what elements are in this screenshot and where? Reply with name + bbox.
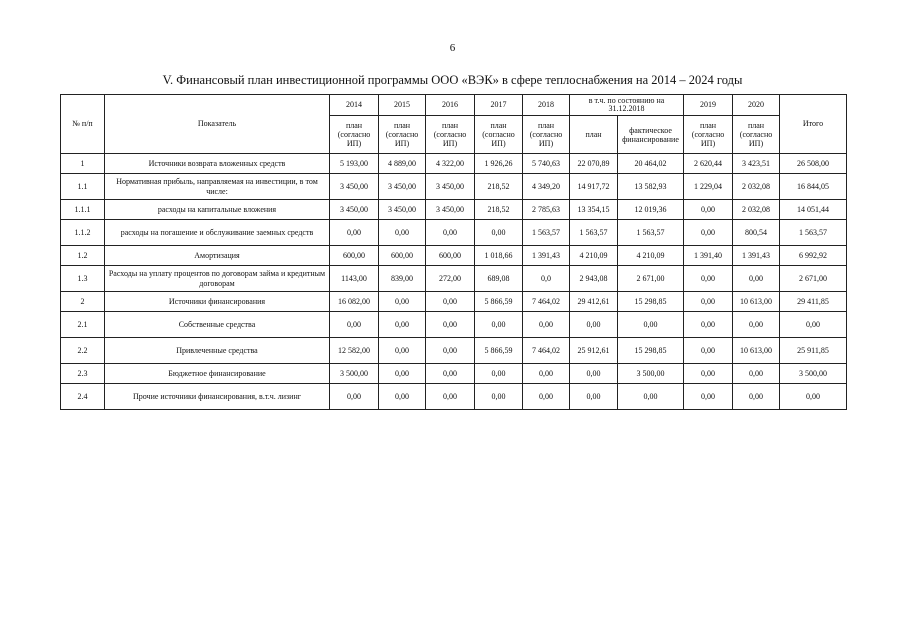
document-title: V. Финансовый план инвестиционной программы ООО «ВЭК» в сфере теплоснабжения на 2014 – 2024 годы [162, 73, 743, 87]
value-cell: 1 391,40 [684, 246, 733, 266]
value-cell: 0,00 [618, 384, 684, 410]
value-cell: 0,00 [379, 384, 426, 410]
header-plan-label: план (согласно ИП) [684, 116, 733, 154]
value-cell: 0,00 [426, 292, 475, 312]
header-plan-label: план (согласно ИП) [379, 116, 426, 154]
header-year: 2017 [475, 95, 523, 116]
value-cell: 2 032,08 [733, 174, 780, 200]
value-cell: 218,52 [475, 174, 523, 200]
value-cell: 3 450,00 [330, 200, 379, 220]
value-cell: 0,00 [780, 384, 847, 410]
indicator-cell: Амортизация [105, 246, 330, 266]
value-cell: 0,0 [523, 266, 570, 292]
value-cell: 2 620,44 [684, 154, 733, 174]
value-cell: 0,00 [684, 200, 733, 220]
value-cell: 1 018,66 [475, 246, 523, 266]
value-cell: 0,00 [733, 384, 780, 410]
value-cell: 1 563,57 [523, 220, 570, 246]
value-cell: 0,00 [523, 384, 570, 410]
value-cell: 2 671,00 [780, 266, 847, 292]
header-indicator: Показатель [105, 95, 330, 154]
value-cell: 1 563,57 [570, 220, 618, 246]
value-cell: 600,00 [379, 246, 426, 266]
value-cell: 10 613,00 [733, 338, 780, 364]
header-year: 2020 [733, 95, 780, 116]
value-cell: 1 563,57 [618, 220, 684, 246]
indicator-cell: расходы на погашение и обслуживание заемных средств [105, 220, 330, 246]
indicator-cell: Собственные средства [105, 312, 330, 338]
value-cell: 1 229,04 [684, 174, 733, 200]
row-number-cell: 2.3 [61, 364, 105, 384]
value-cell: 0,00 [684, 266, 733, 292]
value-cell: 4 889,00 [379, 154, 426, 174]
value-cell: 7 464,02 [523, 292, 570, 312]
financial-plan-table [60, 94, 847, 410]
value-cell: 0,00 [475, 220, 523, 246]
value-cell: 12 019,36 [618, 200, 684, 220]
value-cell: 25 912,61 [570, 338, 618, 364]
value-cell: 2 785,63 [523, 200, 570, 220]
value-cell: 3 450,00 [330, 174, 379, 200]
value-cell: 0,00 [570, 312, 618, 338]
value-cell: 0,00 [330, 220, 379, 246]
value-cell: 2 671,00 [618, 266, 684, 292]
value-cell: 600,00 [426, 246, 475, 266]
value-cell: 0,00 [379, 292, 426, 312]
value-cell: 3 500,00 [780, 364, 847, 384]
value-cell: 1 926,26 [475, 154, 523, 174]
value-cell: 0,00 [684, 364, 733, 384]
value-cell: 0,00 [733, 364, 780, 384]
value-cell: 0,00 [733, 312, 780, 338]
row-number-cell: 1.1.2 [61, 220, 105, 246]
row-number-cell: 1.2 [61, 246, 105, 266]
table-row [61, 174, 847, 200]
value-cell: 14 917,72 [570, 174, 618, 200]
value-cell: 0,00 [330, 312, 379, 338]
value-cell: 0,00 [379, 364, 426, 384]
value-cell: 0,00 [684, 292, 733, 312]
value-cell: 26 508,00 [780, 154, 847, 174]
header-plan-label: план (согласно ИП) [475, 116, 523, 154]
header-year: 2015 [379, 95, 426, 116]
value-cell: 0,00 [426, 312, 475, 338]
indicator-cell: Прочие источники финансирования, в.т.ч. лизинг [105, 384, 330, 410]
header-year: 2019 [684, 95, 733, 116]
header-status-plan: план [570, 116, 618, 154]
table-row [61, 200, 847, 220]
value-cell: 3 450,00 [379, 200, 426, 220]
value-cell: 800,54 [733, 220, 780, 246]
value-cell: 0,00 [570, 364, 618, 384]
table-row [61, 364, 847, 384]
header-status-date: в т.ч. по состоянию на 31.12.2018 [570, 95, 684, 116]
row-number-cell: 2.1 [61, 312, 105, 338]
value-cell: 25 911,85 [780, 338, 847, 364]
header-status-fact: фактическое финансирование [618, 116, 684, 154]
value-cell: 0,00 [475, 364, 523, 384]
value-cell: 22 070,89 [570, 154, 618, 174]
row-number-cell: 1 [61, 154, 105, 174]
header-plan-label: план (согласно ИП) [523, 116, 570, 154]
table-row [61, 154, 847, 174]
value-cell: 0,00 [475, 384, 523, 410]
table-row [61, 338, 847, 364]
value-cell: 0,00 [523, 364, 570, 384]
table-header [61, 95, 847, 154]
table-body [61, 154, 847, 410]
value-cell: 16 082,00 [330, 292, 379, 312]
value-cell: 15 298,85 [618, 338, 684, 364]
value-cell: 1 391,43 [733, 246, 780, 266]
header-plan-label: план (согласно ИП) [426, 116, 475, 154]
row-number-cell: 2.4 [61, 384, 105, 410]
value-cell: 0,00 [684, 312, 733, 338]
header-row-number: № п/п [61, 95, 105, 154]
value-cell: 13 582,93 [618, 174, 684, 200]
value-cell: 0,00 [475, 312, 523, 338]
value-cell: 4 322,00 [426, 154, 475, 174]
header-plan-label: план (согласно ИП) [733, 116, 780, 154]
table-row [61, 312, 847, 338]
value-cell: 4 210,09 [570, 246, 618, 266]
indicator-cell: Расходы на уплату процентов по договорам займа и кредитным договорам [105, 266, 330, 292]
value-cell: 29 411,85 [780, 292, 847, 312]
indicator-cell: расходы на капитальные вложения [105, 200, 330, 220]
value-cell: 0,00 [426, 220, 475, 246]
value-cell: 3 450,00 [426, 200, 475, 220]
value-cell: 839,00 [379, 266, 426, 292]
header-total: Итого [780, 95, 847, 154]
table-row [61, 266, 847, 292]
indicator-cell: Источники возврата вложенных средств [105, 154, 330, 174]
value-cell: 1 563,57 [780, 220, 847, 246]
value-cell: 5 866,59 [475, 292, 523, 312]
header-row-years [61, 95, 847, 116]
value-cell: 600,00 [330, 246, 379, 266]
value-cell: 15 298,85 [618, 292, 684, 312]
row-number-cell: 2 [61, 292, 105, 312]
value-cell: 218,52 [475, 200, 523, 220]
value-cell: 14 051,44 [780, 200, 847, 220]
value-cell: 0,00 [379, 220, 426, 246]
value-cell: 0,00 [426, 364, 475, 384]
value-cell: 3 423,51 [733, 154, 780, 174]
value-cell: 1143,00 [330, 266, 379, 292]
value-cell: 5 866,59 [475, 338, 523, 364]
value-cell: 5 740,63 [523, 154, 570, 174]
value-cell: 0,00 [618, 312, 684, 338]
value-cell: 0,00 [684, 220, 733, 246]
value-cell: 0,00 [733, 266, 780, 292]
value-cell: 3 450,00 [426, 174, 475, 200]
page-number: 6 [449, 42, 456, 54]
header-year: 2014 [330, 95, 379, 116]
value-cell: 7 464,02 [523, 338, 570, 364]
value-cell: 0,00 [780, 312, 847, 338]
table-row [61, 220, 847, 246]
value-cell: 2 943,08 [570, 266, 618, 292]
header-year: 2018 [523, 95, 570, 116]
value-cell: 0,00 [426, 338, 475, 364]
value-cell: 3 500,00 [618, 364, 684, 384]
value-cell: 0,00 [684, 338, 733, 364]
table-row [61, 246, 847, 266]
value-cell: 0,00 [684, 384, 733, 410]
value-cell: 13 354,15 [570, 200, 618, 220]
row-number-cell: 1.1 [61, 174, 105, 200]
value-cell: 0,00 [379, 338, 426, 364]
table-row [61, 384, 847, 410]
row-number-cell: 2.2 [61, 338, 105, 364]
value-cell: 689,08 [475, 266, 523, 292]
value-cell: 2 032,08 [733, 200, 780, 220]
value-cell: 0,00 [570, 384, 618, 410]
value-cell: 3 500,00 [330, 364, 379, 384]
value-cell: 4 210,09 [618, 246, 684, 266]
indicator-cell: Привлеченные средства [105, 338, 330, 364]
value-cell: 20 464,02 [618, 154, 684, 174]
row-number-cell: 1.3 [61, 266, 105, 292]
value-cell: 1 391,43 [523, 246, 570, 266]
value-cell: 6 992,92 [780, 246, 847, 266]
table-row [61, 292, 847, 312]
indicator-cell: Нормативная прибыль, направляемая на инвестиции, в том числе: [105, 174, 330, 200]
row-number-cell: 1.1.1 [61, 200, 105, 220]
header-year: 2016 [426, 95, 475, 116]
value-cell: 10 613,00 [733, 292, 780, 312]
value-cell: 0,00 [523, 312, 570, 338]
value-cell: 29 412,61 [570, 292, 618, 312]
value-cell: 12 582,00 [330, 338, 379, 364]
header-plan-label: план (согласно ИП) [330, 116, 379, 154]
indicator-cell: Бюджетное финансирование [105, 364, 330, 384]
value-cell: 272,00 [426, 266, 475, 292]
value-cell: 0,00 [330, 384, 379, 410]
value-cell: 4 349,20 [523, 174, 570, 200]
value-cell: 16 844,05 [780, 174, 847, 200]
indicator-cell: Источники финансирования [105, 292, 330, 312]
value-cell: 0,00 [426, 384, 475, 410]
value-cell: 3 450,00 [379, 174, 426, 200]
value-cell: 0,00 [379, 312, 426, 338]
value-cell: 5 193,00 [330, 154, 379, 174]
